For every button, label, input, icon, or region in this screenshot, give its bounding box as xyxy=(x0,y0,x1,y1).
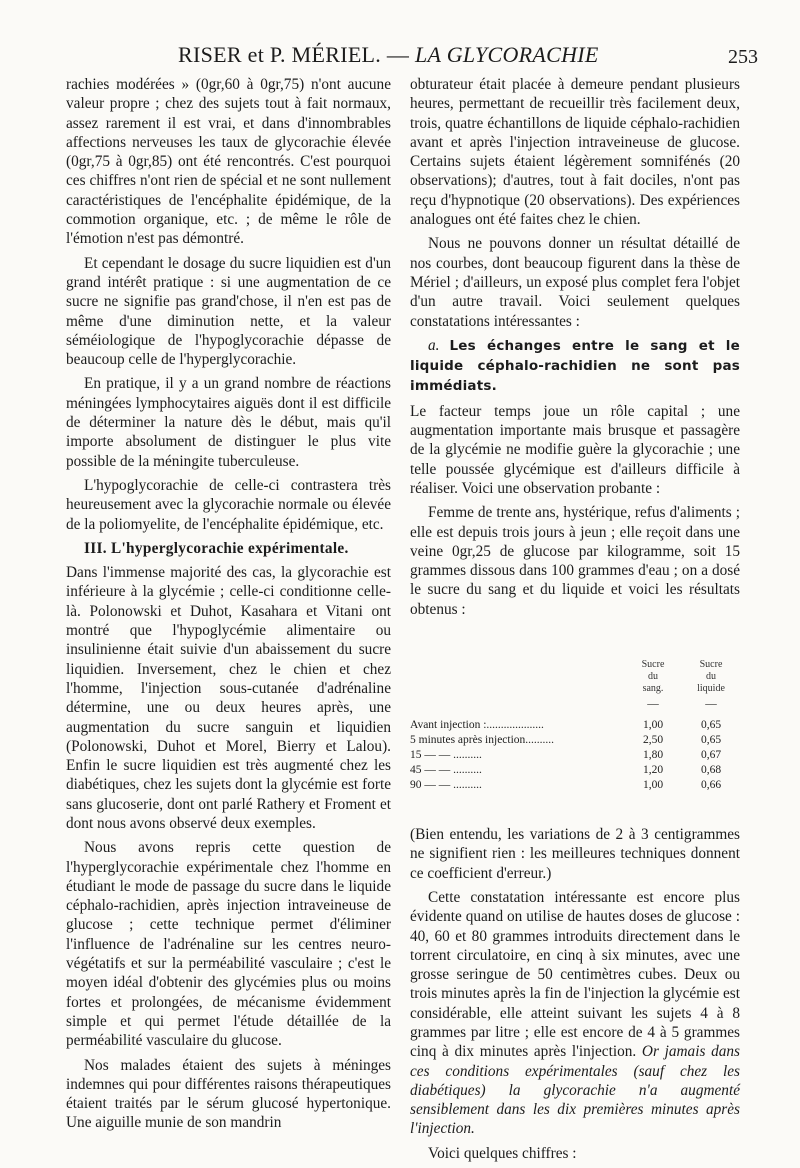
paragraph: rachies modérées » (0gr,60 à 0gr,75) n'ont aucune valeur propre ; chez des sujets tout à fait normaux, assez rarement il est vrai, et dans d'innombrables affections nerveuses les taux de glycorachie élevée (0gr,75 à 0gr,85) ont été rencontrés. C'est pourquoi ces chiffres n'ont rien de spécial et ne sont nullement caractéristiques de l'encéphalite épidémique, de la commotion organique, etc. ; de même le rôle de l'émotion n'est pas démontré. xyxy=(66,76,391,248)
table-row xyxy=(410,763,740,778)
paragraph: Nos malades étaient des sujets à méninges indemnes qui pour différentes raisons thérapeutiques étaient traités par le sérum glucosé hypertonique. Une aiguille munie de son mandrin xyxy=(66,1056,391,1132)
section-heading: III. L'hyperglycorachie expérimentale. xyxy=(84,539,349,557)
paragraph: En pratique, il y a un grand nombre de réactions méningées lymphocytaires aiguës dont il est difficile de déterminer la nature dès le début, mais qu'il importe absolument de distinguer le plus vite possible de la méningite tuberculeuse. xyxy=(66,375,391,470)
cell-liquide: 0,68 xyxy=(700,764,722,777)
paragraph: Voici quelques chiffres : xyxy=(428,1144,577,1162)
paragraph: Nous ne pouvons donner un résultat détaillé de nos courbes, dont beaucoup figurent dans la thèse de Mériel ; d'ailleurs, un exposé plus complet fera l'objet d'un autre travail. Voici seulement quelques constatations intéressantes : xyxy=(410,235,740,330)
paragraph xyxy=(410,888,740,1139)
subsection-paragraph xyxy=(410,336,740,397)
paragraph: Et cependant le dosage du sucre liquidien est d'un grand intérêt pratique : si une augmentation de ce sucre ne signifie pas grand'chose, il n'en est pas de même d'une diminution nette, et la valeur séméiologique de l'hypoglycorachie dépasse de beaucoup celle de l'hyperglycorachie. xyxy=(66,254,391,369)
subsection-heading: Les échanges entre le sang et le liquide céphalo-rachidien ne sont pas immédiats. xyxy=(410,337,740,395)
cell-sang: 2,50 xyxy=(642,734,664,747)
cell-sang: 1,00 xyxy=(642,719,664,732)
running-title xyxy=(178,42,599,68)
paragraph: L'hypoglycorachie de celle-ci contrastera très heureusement avec la glycorachie normale ou élevée de la poliomyelite, de l'encéphalite épidémique, etc. xyxy=(66,476,391,533)
table-row xyxy=(410,778,740,793)
paragraph: Le facteur temps joue un rôle capital ; une augmentation importante mais brusque et passagère de la glycémie ne modifie guère la glycorachie ; une telle poussée glycémique est d'ailleurs difficile à réaliser. Voici une observation probante : xyxy=(410,402,740,497)
paragraph: (Bien entendu, les variations de 2 à 3 centigrammes ne signifient rien : les meilleures techniques donnent ce coefficient d'erreur.) xyxy=(410,826,740,882)
col-head-liquide: Sucre du liquide xyxy=(697,659,725,695)
cell-sang: 1,80 xyxy=(642,749,664,762)
glucose-table xyxy=(410,659,740,793)
paragraph-text: Cette constatation intéressante est encore plus évidente quand on utilise de hautes doses de glucose : 40, 60 et 80 grammes introduits directement dans le torrent circulatoire, en cinq à six minutes, avec une grosse seringue de 50 centimètres cubes. Deux ou trois minutes après la fin de l'injection la glycémie est considérable, elle atteint suivant les sujets 4 à 8 grammes par litre ; elle est encore de 4 à 5 grammes cinq à dix minutes après l'injection. xyxy=(410,888,740,1061)
running-header xyxy=(0,40,800,74)
cell-liquide: 0,67 xyxy=(700,749,722,762)
cell-liquide: 0,65 xyxy=(700,719,722,732)
paragraph: Femme de trente ans, hystérique, refus d'aliments ; elle est depuis trois jours à jeun ; elle reçoit dans une veine 0gr,25 de glucose par kilogramme, soit 15 grammes dissous dans 100 grammes d'eau ; on a dosé le sucre du sang et du liquide et voici les résultats obtenus : xyxy=(410,504,740,618)
paragraph: Dans l'immense majorité des cas, la glycorachie est inférieure à la glycémie ; celle-ci conditionne celle-là. Polonowski et Duhot, Kasahara et Vitani ont montré que l'hypoglycémie alimentaire ou insulinienne était suivie d'un abaissement du sucre liquidien. Inversement, chez le chien et chez l'homme, l'injection sous-cutanée d'adrénaline détermine, une ou deux heures après, une augmentation du sucre sanguin et liquidien (Polonowski, Duhot et Morel, Bierry et Lalou). Enfin le sucre liquidien est très augmenté chez les diabétiques, chez les sujets dont la glycémie est forte sans glucoserie, dont ont parlé Rathery et Froment et dont nous avons observé deux exemples. xyxy=(66,564,391,832)
col-head-sang: Sucre du sang. xyxy=(641,659,665,695)
paragraph-italic: Or jamais dans ces conditions expérimentales (sauf chez les diabétiques) la glycorachie n'a augmenté sensiblement dans les dix premières minutes après l'injection. xyxy=(410,1043,741,1138)
table-header xyxy=(410,659,740,695)
cell-liquide: 0,66 xyxy=(700,779,722,792)
cell-sang: 1,20 xyxy=(642,764,664,777)
table-row xyxy=(410,733,740,748)
right-column xyxy=(410,75,740,1168)
header-title: LA GLYCORACHIE xyxy=(415,42,599,67)
table-row xyxy=(410,748,740,763)
row-label: 90 — — .......... xyxy=(410,779,482,792)
page-number: 253 xyxy=(728,46,758,68)
cell-liquide: 0,65 xyxy=(700,734,722,747)
subsection-prefix: a. xyxy=(428,336,440,354)
paragraph: obturateur était placée à demeure pendant plusieurs heures, permettant de recueillir très facilement deux, trois, quatre échantillons de liquide céphalo-rachidien avant et après l'injection intraveineuse de glucose. Certains sujets étaient légèrement somnifénés (20 observations); d'autres, tout à fait dociles, n'ont pas reçu d'hypnotique (20 observations). Des expériences analogues ont été faites chez le chien. xyxy=(410,76,740,229)
row-label: 5 minutes après injection.......... xyxy=(410,734,555,747)
header-authors: RISER et P. MÉRIEL. xyxy=(178,42,382,67)
left-column xyxy=(66,75,391,1138)
header-dash: — xyxy=(381,42,416,67)
paragraph: Nous avons repris cette question de l'hyperglycorachie expérimentale chez l'homme en étudiant le mode de passage du sucre dans le liquide céphalo-rachidien, après injection intraveineuse de glucose ; cette technique permet d'éliminer l'influence de l'adrénaline sur les centres neuro-végétatifs et sur la perméabilité vasculaire ; c'est le moyen idéal d'obtenir des glycémies plus ou moins fortes et prolongées, de mécanisme évidemment simple et qui permet l'étude détaillée de la perméabilité vasculaire du glucose. xyxy=(66,839,391,1050)
table-header-rule: — — xyxy=(647,698,717,711)
cell-sang: 1,00 xyxy=(642,779,664,792)
row-label: Avant injection :.................... xyxy=(410,719,544,732)
row-label: 15 — — .......... xyxy=(410,749,482,762)
table-row xyxy=(410,718,740,733)
row-label: 45 — — .......... xyxy=(410,764,482,777)
